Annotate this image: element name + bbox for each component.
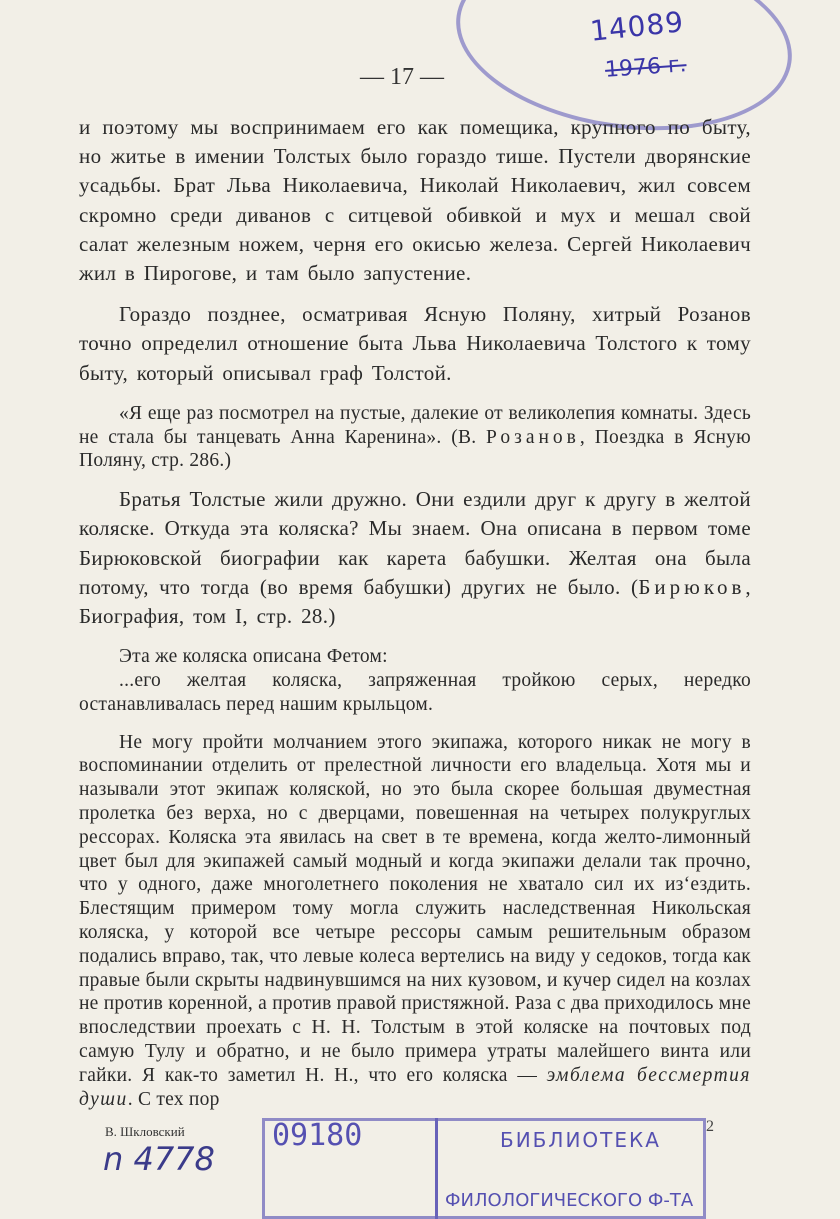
signature-mark: 2 — [706, 1118, 714, 1135]
quote-fet-1: ...его желтая коляска, запряженная тройкою серых, нередко останавливалась перед нашим крыльцом. — [79, 670, 751, 715]
author-biryukov: Бирюков — [638, 574, 746, 599]
stamp-library-label: БИБЛИОТЕКА — [500, 1128, 661, 1152]
quote-rozanov: «Я еще раз посмотрел на пустые, далекие от великолепия комнаты. Здесь не стала бы танцевать Анна Каренина». (В. Розанов, Поездка в Ясную Поляну, стр. 286.) — [79, 402, 751, 472]
paragraph-fet-intro: Эта же коляска описана Фетом: — [119, 646, 388, 668]
paragraph-3: Братья Толстые жили дружно. Они ездили друг к другу в желтой коляске. Откуда эта коляска? Мы знаем. Она описана в первом томе Бирюковской биографии как карета бабушки. Желтая она была потому, что тогда (во время бабушки) других не было. (Бирюков, Биография, том I, стр. 28.) — [79, 487, 751, 629]
emphasis-emblem: эмблема бессмертия души — [79, 1064, 751, 1110]
page-number: — 17 — — [360, 64, 444, 90]
inventory-number: 09180 — [272, 1118, 363, 1153]
body-text — [79, 113, 751, 1111]
stamp-number: 14089 — [588, 5, 686, 48]
handwritten-number: n 4778 — [103, 1140, 215, 1178]
paragraph-2: Гораздо позднее, осматривая Ясную Поляну, хитрый Розанов точно определил отношение быта Льва Николаевича Толстого к тому быту, который описывал граф Толстой. — [79, 302, 751, 385]
quote-fet-2: Не могу пройти молчанием этого экипажа, которого никак не могу в воспоминании отделить от прелестной личности его владельца. Хотя мы и называли этот экипаж коляской, но это была скорее большая двуместная пролетка без верха, но с дверцами, повешенная на четырех полукруглых рессорах. Коляска эта явилась на свет в те времена, когда желто-лимонный цвет был для экипажей самый модный и когда экипажи делали так прочно, что у одного, даже многолетнего поколения не хватало сил их из‘ездить. Блестящим примером тому могла служить наследственная Никольская коляска, у которой все четыре рессоры самым решительным образом подались вправо, так, что левые колеса вертелись на виду у седоков, тогда как правые были скрыты надвинувшимся на них кузовом, и кучер сидел на козлах не против коренной, а против правой пристяжной. Раза с два приходилось мне впоследствии проехать с Н. Н. Толстым в этой коляске на почтовых под самую Тулу и обратно, и не было примера утраты малейшего винта или гайки. Я как-то заметил Н. Н., что его коляска — эмблема бессмертия души. С тех пор — [79, 731, 751, 1110]
author-signature: В. Шкловский — [105, 1124, 185, 1139]
stamp-date: 1976 г. — [604, 52, 688, 83]
stamp-faculty-label: ФИЛОЛОГИЧЕСКОГО Ф-ТА — [445, 1190, 694, 1211]
paragraph-1: и поэтому мы воспринимаем его как помещика, крупного по быту, но житье в имении Толстых было гораздо тише. Пустели дворянские усадьбы. Брат Льва Николаевича, Николай Николаевич, жил совсем скромно среди диванов с ситцевой обивкой и мух и мешал свой салат железным ножем, черня его окисью железа. Сергей Николаевич жил в Пирогове, и там было запустение. — [79, 115, 751, 286]
author-rozanov: Розанов — [486, 426, 580, 448]
